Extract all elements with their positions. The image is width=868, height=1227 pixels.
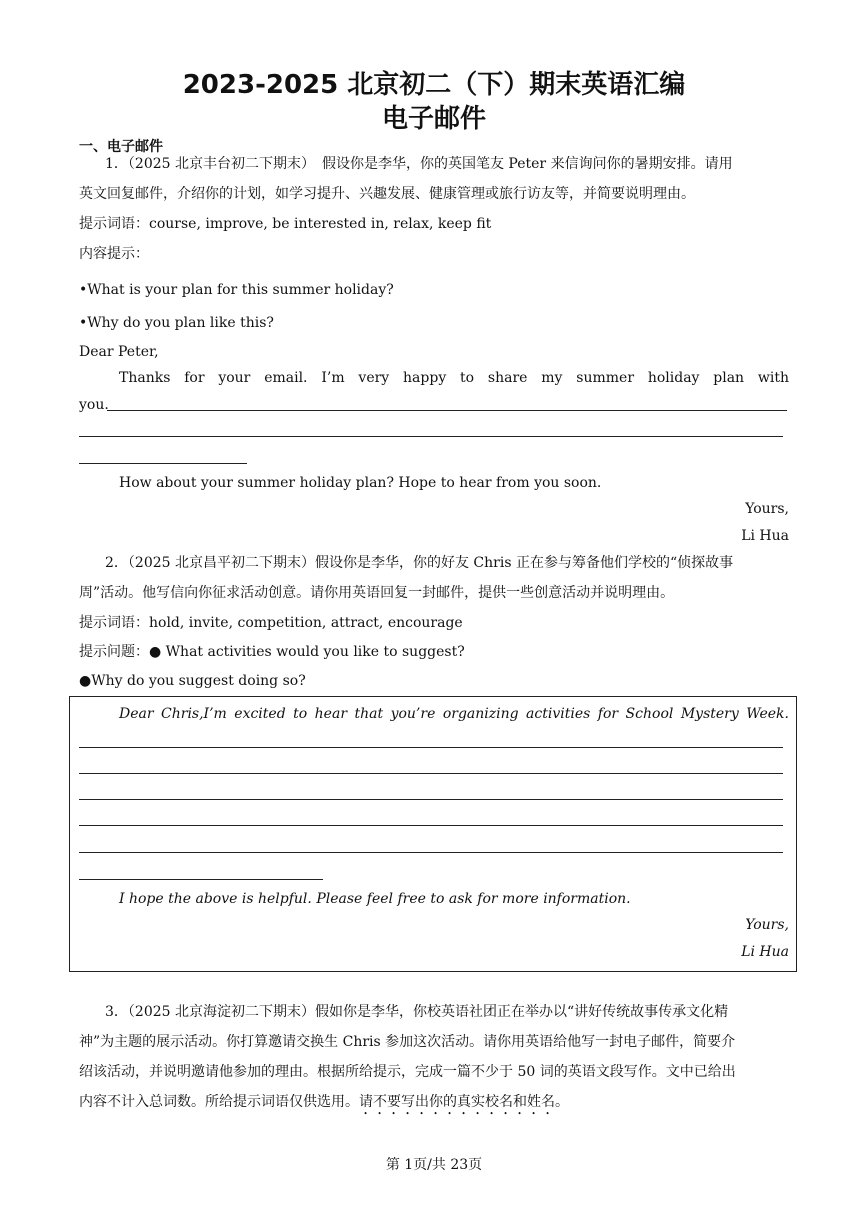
q1-bullet-1: •What is your plan for this summer holiday? (79, 282, 394, 298)
q2-hint-words: 提示词语：hold, invite, competition, attract, encourage (79, 615, 463, 631)
page-number: 第 1页/共 23页 (385, 1157, 483, 1173)
q3-line2: 神”为主题的展示活动。你打算邀请交换生 Chris 参加这次活动。请你用英语给他写一封电子邮件，简要介 (79, 1034, 736, 1050)
q1-prompt-line2: 英文回复邮件，介绍你的计划，如学习提升、兴趣发展、健康管理或旅行访友等，并简要说明理由。 (79, 186, 695, 202)
q1-answer-line-2 (79, 436, 783, 437)
q2-box-closing: I hope the above is helpful. Please feel free to ask for more information. (119, 891, 631, 907)
q1-name: Li Hua (741, 528, 789, 544)
q3-line3: 绍该活动，并说明邀请他参加的理由。根据所给提示，完成一篇不少于 50 词的英语文段写作。文中已给出 (79, 1064, 736, 1080)
q2-name: Li Hua (741, 944, 789, 960)
q3-line4 (79, 1092, 569, 1118)
q1-opening-cont: you. (79, 397, 109, 413)
q2-hint-question-1: 提示问题：● What activities would you like to suggest? (79, 644, 465, 660)
q1-content-hint-label: 内容提示： (79, 246, 149, 262)
q1-bullet-2: •Why do you plan like this? (79, 315, 274, 331)
q1-salutation: Dear Peter, (79, 344, 159, 360)
q2-prompt-line2: 周”活动。他写信向你征求活动创意。请你用英语回复一封邮件，提供一些创意活动并说明理由。 (79, 585, 675, 601)
q2-answer-line-5 (79, 852, 783, 853)
q3-line4-plain: 内容不计入总词数。所给提示词语仅供选用。 (79, 1094, 359, 1110)
q2-answer-line-4 (79, 825, 783, 826)
q1-closing: How about your summer holiday plan? Hope to hear from you soon. (119, 475, 602, 491)
q2-answer-line-3 (79, 799, 783, 800)
q1-hint-words: 提示词语：course, improve, be interested in, relax, keep fit (79, 216, 492, 232)
document-subtitle: 电子邮件 (381, 104, 486, 134)
q3-line1: 3．（2025 北京海淀初二下期末）假如你是李华，你校英语社团正在举办以“讲好传统故事传承文化精 (105, 1004, 729, 1020)
q1-answer-line-1 (107, 410, 787, 411)
q1-opening-line: Thanks for your email. I’m very happy to share my summer holiday plan with (119, 370, 789, 386)
q1-prompt-line1: 1．（2025 北京丰台初二下期末） 假设你是李华，你的英国笔友 Peter 来信询问你的暑期安排。请用 (105, 156, 733, 172)
q2-answer-line-2 (79, 773, 783, 774)
q2-hint-question-2: ●Why do you suggest doing so? (79, 673, 306, 689)
q2-box-opening: Dear Chris,I’m excited to hear that you’re organizing activities for School Mystery Week. (119, 706, 789, 722)
q2-signoff: Yours, (745, 917, 789, 933)
q3-line4-emphasis: 请不要写出你的真实校名和姓名。 (359, 1094, 569, 1110)
q1-answer-line-3 (79, 463, 247, 464)
q2-answer-line-1 (79, 747, 783, 748)
document-title: 2023-2025 北京初二（下）期末英语汇编 (182, 70, 686, 100)
q1-signoff: Yours, (745, 501, 789, 517)
q2-answer-line-6 (79, 879, 323, 880)
section-heading: 一、电子邮件 (79, 139, 163, 155)
q2-prompt-line1: 2．（2025 北京昌平初二下期末）假设你是李华，你的好友 Chris 正在参与筹备他们学校的“侦探故事 (105, 555, 734, 571)
